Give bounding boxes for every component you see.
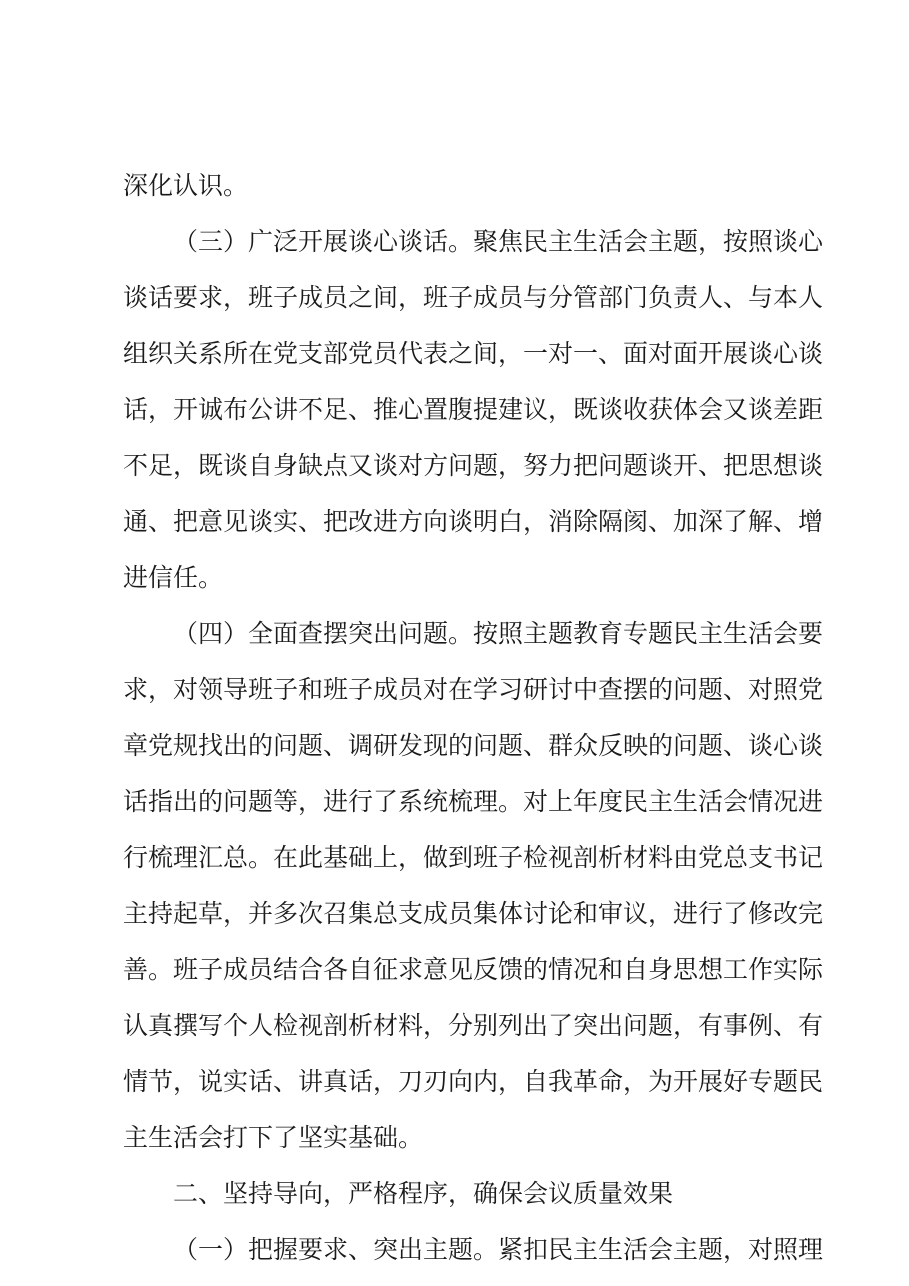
text-line: 通、把意见谈实、把改进方向谈明白，消除隔阂、加深了解、增 (123, 507, 824, 536)
text-line: 主持起草，并多次召集总支成员集体讨论和审议，进行了修改完 (123, 899, 824, 928)
text-line: 认真撰写个人检视剖析材料，分别列出了突出问题，有事例、有 (123, 1011, 824, 1040)
text-line: （三）广泛开展谈心谈话。聚焦民主生活会主题，按照谈心 (173, 227, 824, 256)
text-line: 话指出的问题等，进行了系统梳理。对上年度民主生活会情况进 (123, 787, 824, 816)
text-line: 深化认识。 (123, 171, 249, 200)
text-line: （四）全面查摆突出问题。按照主题教育专题民主生活会要 (173, 619, 824, 648)
text-line: 情节，说实话、讲真话，刀刃向内，自我革命，为开展好专题民 (123, 1067, 824, 1096)
text-line: 章党规找出的问题、调研发现的问题、群众反映的问题、谈心谈 (123, 731, 824, 760)
text-line: 组织关系所在党支部党员代表之间，一对一、面对面开展谈心谈 (123, 339, 824, 368)
text-line: 善。班子成员结合各自征求意见反馈的情况和自身思想工作实际 (123, 955, 824, 984)
text-line: 谈话要求，班子成员之间，班子成员与分管部门负责人、与本人 (123, 283, 824, 312)
text-line: 进信任。 (123, 563, 224, 592)
section-heading: 二、坚持导向，严格程序，确保会议质量效果 (173, 1179, 674, 1208)
text-line: 话，开诚布公讲不足、推心置腹提建议，既谈收获体会又谈差距 (123, 395, 824, 424)
text-line: （一）把握要求、突出主题。紧扣民主生活会主题，对照理 (173, 1235, 824, 1264)
text-line: 主生活会打下了坚实基础。 (123, 1123, 424, 1152)
text-line: 行梳理汇总。在此基础上，做到班子检视剖析材料由党总支书记 (123, 843, 824, 872)
text-line: 不足，既谈自身缺点又谈对方问题，努力把问题谈开、把思想谈 (123, 451, 824, 480)
text-line: 求，对领导班子和班子成员对在学习研讨中查摆的问题、对照党 (123, 675, 824, 704)
